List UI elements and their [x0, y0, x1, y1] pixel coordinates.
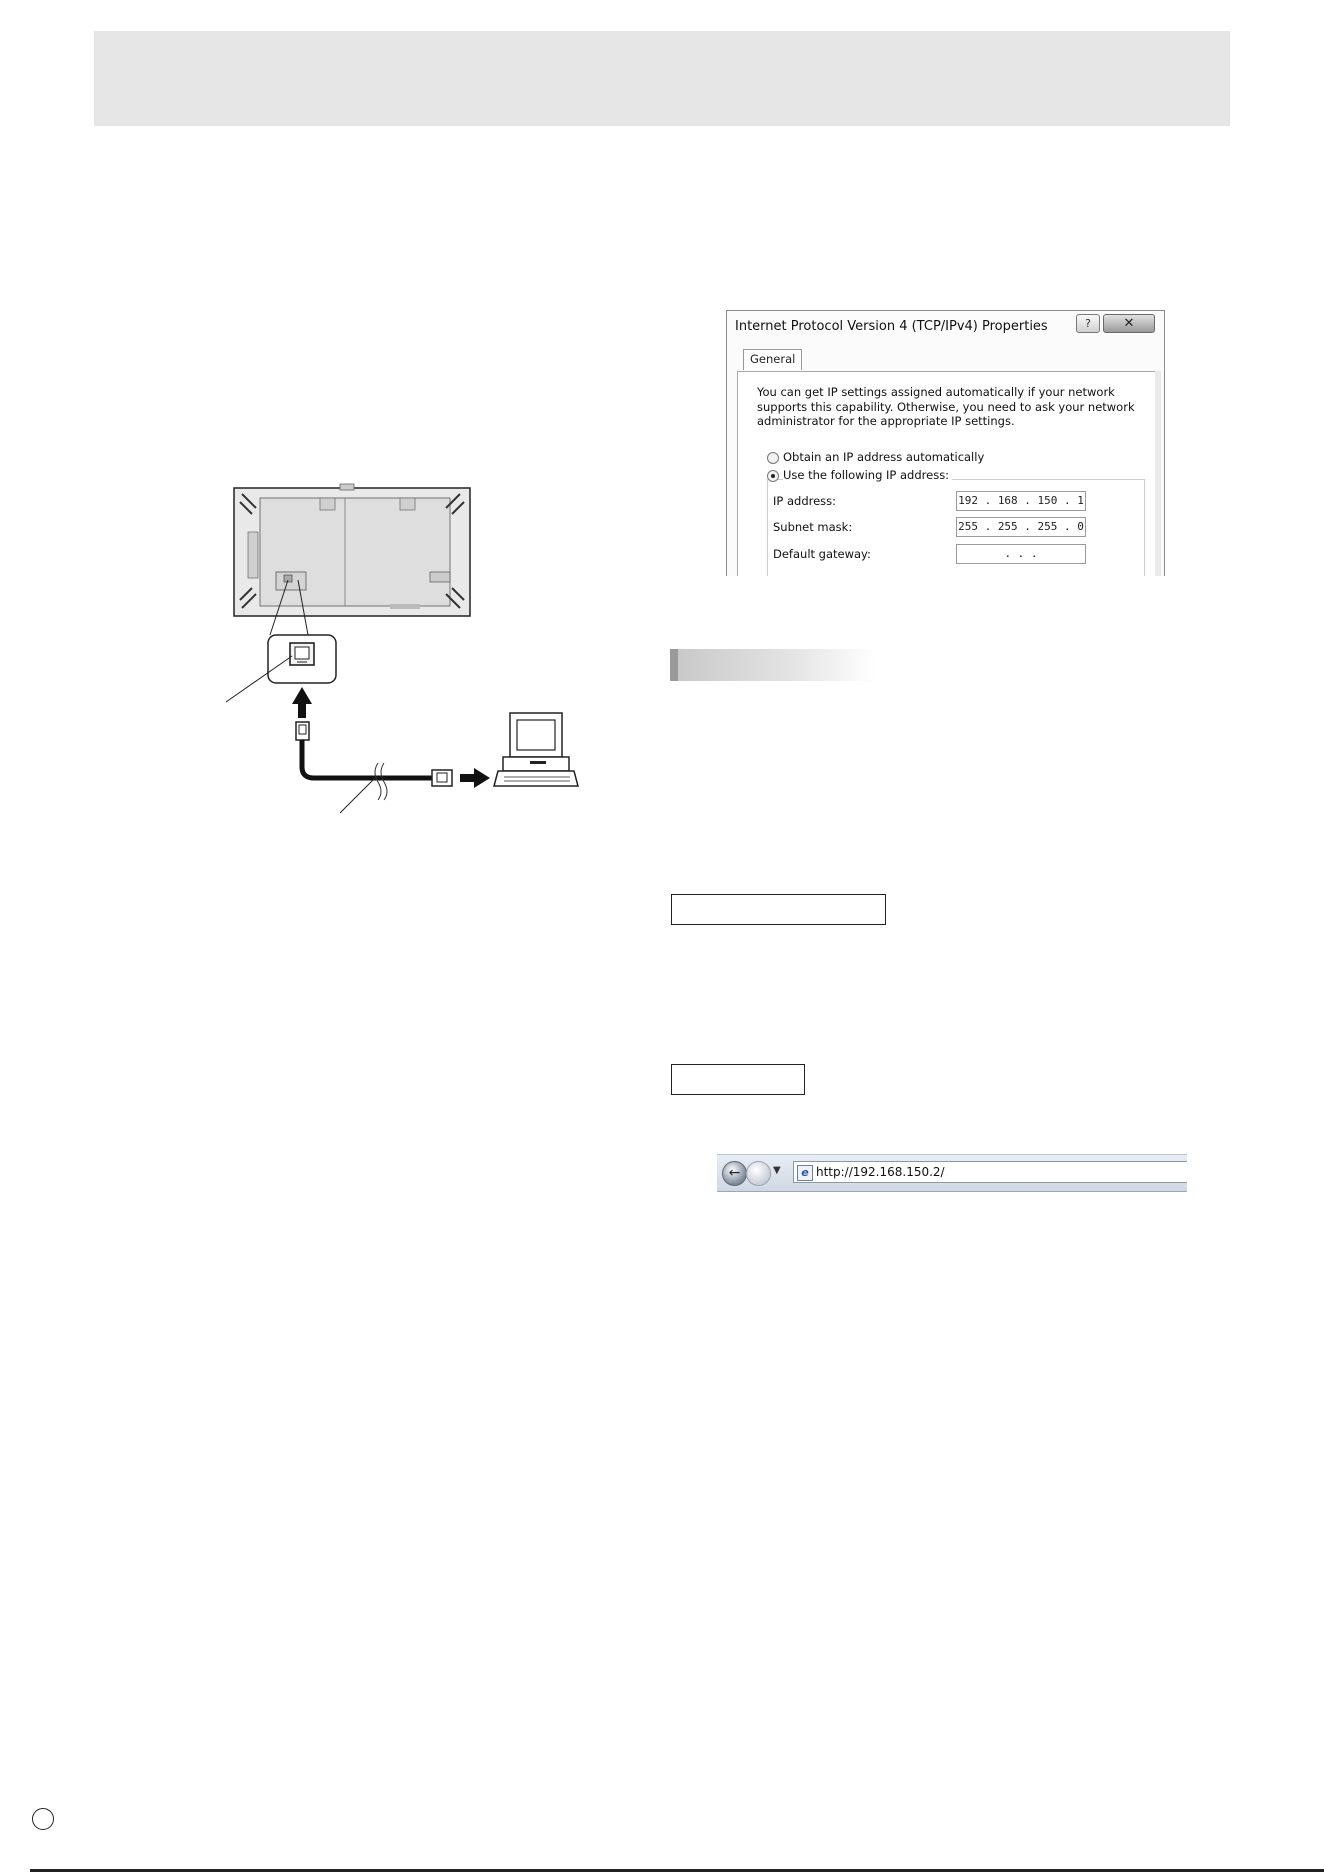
lan-terminal-zoom-box: [268, 635, 336, 683]
heading-box: [671, 894, 886, 925]
lan-cable-pointer: [340, 777, 376, 813]
lan-connection-diagram: [220, 480, 590, 820]
dialog-description: You can get IP settings assigned automatically if your network supports this capability. Otherwise, you need to ask your network administrator for the appropriate IP settings.: [757, 385, 1135, 428]
obtain-ip-auto-radio[interactable]: [767, 452, 779, 464]
chevron-down-icon[interactable]: ▼: [773, 1165, 781, 1176]
display-rear-panel-illustration: [234, 484, 470, 616]
use-following-ip-label: Use the following IP address:: [783, 468, 952, 482]
lan-cable: [302, 740, 370, 778]
obtain-ip-auto-label: Obtain an IP address automatically: [783, 450, 985, 464]
default-gateway-field[interactable]: . . .: [956, 544, 1086, 564]
right-arrow-icon: [460, 768, 490, 788]
page-header-band: [94, 31, 1230, 126]
tcpip-properties-dialog: [726, 310, 1165, 576]
address-url: http://192.168.150.2/: [816, 1165, 945, 1179]
help-button[interactable]: ?: [1076, 314, 1100, 333]
ip-address-field[interactable]: 192 . 168 . 150 . 1: [956, 491, 1086, 511]
page-number-circle: [32, 1808, 54, 1830]
forward-arrow-icon[interactable]: [746, 1161, 771, 1186]
tab-general[interactable]: General: [743, 349, 802, 370]
browser-toolbar: [717, 1154, 1187, 1192]
heading-box-small: [671, 1064, 805, 1095]
use-following-ip-radio[interactable]: [767, 470, 779, 482]
page-icon: e: [797, 1165, 813, 1181]
section-header-bar: [670, 649, 875, 681]
default-gateway-label: Default gateway:: [773, 547, 871, 561]
address-bar[interactable]: [793, 1161, 1187, 1183]
subnet-mask-field[interactable]: 255 . 255 . 255 . 0: [956, 517, 1086, 537]
ip-address-label: IP address:: [773, 494, 837, 508]
dialog-scrollbar[interactable]: [1155, 371, 1161, 576]
subnet-mask-label: Subnet mask:: [773, 520, 853, 534]
close-button[interactable]: ✕: [1103, 314, 1155, 333]
computer-icon: [494, 713, 578, 786]
dialog-title: Internet Protocol Version 4 (TCP/IPv4) Properties: [735, 319, 1048, 334]
up-arrow-icon: [292, 687, 312, 718]
back-arrow-icon[interactable]: ←: [722, 1161, 747, 1186]
